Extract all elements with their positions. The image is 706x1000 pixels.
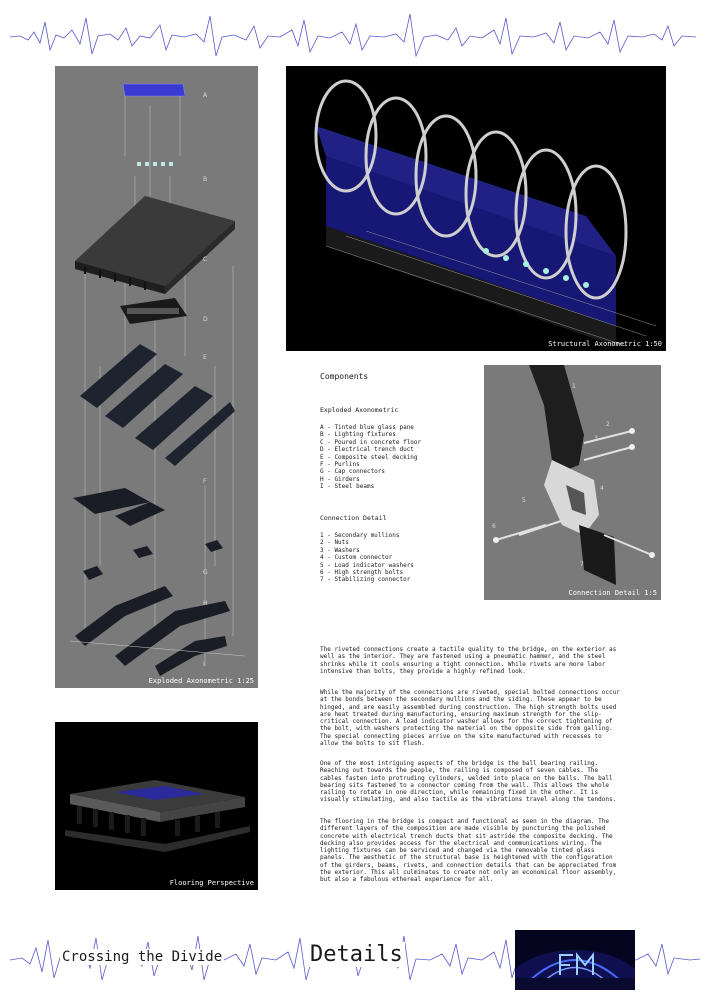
- label-a: A: [203, 92, 208, 99]
- label-7: 7: [580, 561, 584, 568]
- exploded-component-list: [320, 424, 421, 491]
- list-item: H - Girders: [320, 475, 360, 483]
- list-item: I - Steel beams: [320, 483, 375, 491]
- paragraph-railing: One of the most intriguing aspects of the bridge is the ball bearing railing. Reaching out towards the people, the railing is composed of seven cables. The cables fasten into protruding cylinders, welded into place on the balls. The ball bearing sits fastened to a connector coming from the wall. This allows the whole railing to rotate in one direction, while remaining fixed in the other. It is visually stimulating, and also tactile as the vibrations travel along the tendons.: [320, 760, 617, 804]
- label-f: F: [203, 478, 207, 485]
- structural-caption: Structural Axonometric 1:50: [548, 340, 662, 348]
- list-item: 6 - High strength bolts: [320, 569, 404, 577]
- connection-detail-drawing: [484, 365, 661, 600]
- list-item: B - Lighting fixtures: [320, 431, 396, 439]
- label-c: C: [203, 256, 208, 263]
- label-e: E: [203, 354, 207, 361]
- label-i: I: [203, 661, 205, 668]
- connection-list-heading: Connection Detail: [320, 514, 387, 522]
- label-g: G: [203, 569, 208, 576]
- label-6: 6: [492, 523, 496, 530]
- list-item: 5 - Load indicator washers: [320, 561, 414, 569]
- list-item: D - Electrical trench duct: [320, 446, 414, 454]
- list-item: 2 - Nuts: [320, 539, 349, 547]
- structural-axonometric-panel: [286, 66, 666, 351]
- list-item: 1 - Secondary mullions: [320, 532, 400, 539]
- exploded-caption: Exploded Axonometric 1:25: [148, 677, 254, 685]
- top-waveform: [0, 10, 706, 60]
- exploded-axonometric-drawing: [55, 66, 258, 688]
- paragraph-bolted: While the majority of the connections are riveted, special bolted connections occur at the bonds between the secondary mullions and the siding. These appear to be hinged, and are easily assembled during construction. The high strength bolts used are heat treated during manufacturing, ensuring maximum strength for the slip-critical connection. A load indicator washer allows for the correct tightening of the bolt, with washers protecting the material on the opposite side from galling. The special connecting pieces arrive on the site manufactured with recesses to allow the bolts to sit flush.: [320, 689, 620, 748]
- flooring-caption: Flooring Perspective: [169, 879, 254, 887]
- label-d: D: [203, 316, 208, 323]
- list-item: E - Composite steel decking: [320, 453, 418, 461]
- project-title: Crossing the Divide: [62, 949, 223, 965]
- list-item: C - Poured in concrete floor: [320, 438, 422, 446]
- logo-image: [515, 930, 635, 990]
- label-3: 3: [594, 435, 598, 442]
- exploded-list-heading: Exploded Axonometric: [320, 406, 399, 414]
- connection-caption: Connection Detail 1:5: [568, 589, 657, 597]
- flooring-perspective-panel: [55, 722, 258, 890]
- list-item: 4 - Custom connector: [320, 554, 393, 562]
- components-heading: Components: [320, 372, 369, 381]
- structural-axonometric-drawing: [286, 66, 666, 351]
- paragraph-riveted: The riveted connections create a tactile quality to the bridge, on the exterior as well as the interior. They are fastened using a pneumatic hammer, and the steel shrinks while it cools ensuring a tight connection. While rivets are more labor intensive than bolts, they provide a highly refined look.: [320, 646, 617, 675]
- list-item: 3 - Washers: [320, 546, 360, 554]
- exploded-axonometric-panel: [55, 66, 258, 688]
- connection-component-list: [320, 532, 414, 584]
- sheet-title: Details: [310, 942, 403, 967]
- label-2: 2: [606, 421, 610, 428]
- list-item: 7 - Stabilizing connector: [320, 576, 411, 584]
- list-item: G - Cap connectors: [320, 468, 386, 476]
- label-5: 5: [522, 497, 526, 504]
- list-item: F - Purlins: [320, 461, 360, 469]
- logo-thumbnail: [515, 930, 635, 990]
- list-item: A - Tinted blue glass pane: [320, 424, 414, 431]
- paragraph-flooring: The flooring in the bridge is compact and functional as seen in the diagram. The different layers of the composition are made visible by puncturing the polished concrete with electrical trench ducts that sit astride the composite decking. The decking also provides access for the electrical and communications wiring. The lighting fixtures can be serviced and changed via the removable tinted glass panels. The aesthetic of the structural base is heightened with the configuration of the girders, beams, rivets, and connection details that can be appreciated from the exterior. This all culminates to create not only an economical floor assembly, but also a fabulous ethereal experience for all.: [320, 818, 617, 884]
- label-h: H: [203, 600, 208, 607]
- label-b: B: [203, 176, 208, 183]
- label-1: 1: [572, 383, 576, 390]
- connection-detail-panel: [484, 365, 661, 600]
- flooring-perspective-drawing: [55, 722, 258, 890]
- label-4: 4: [600, 485, 604, 492]
